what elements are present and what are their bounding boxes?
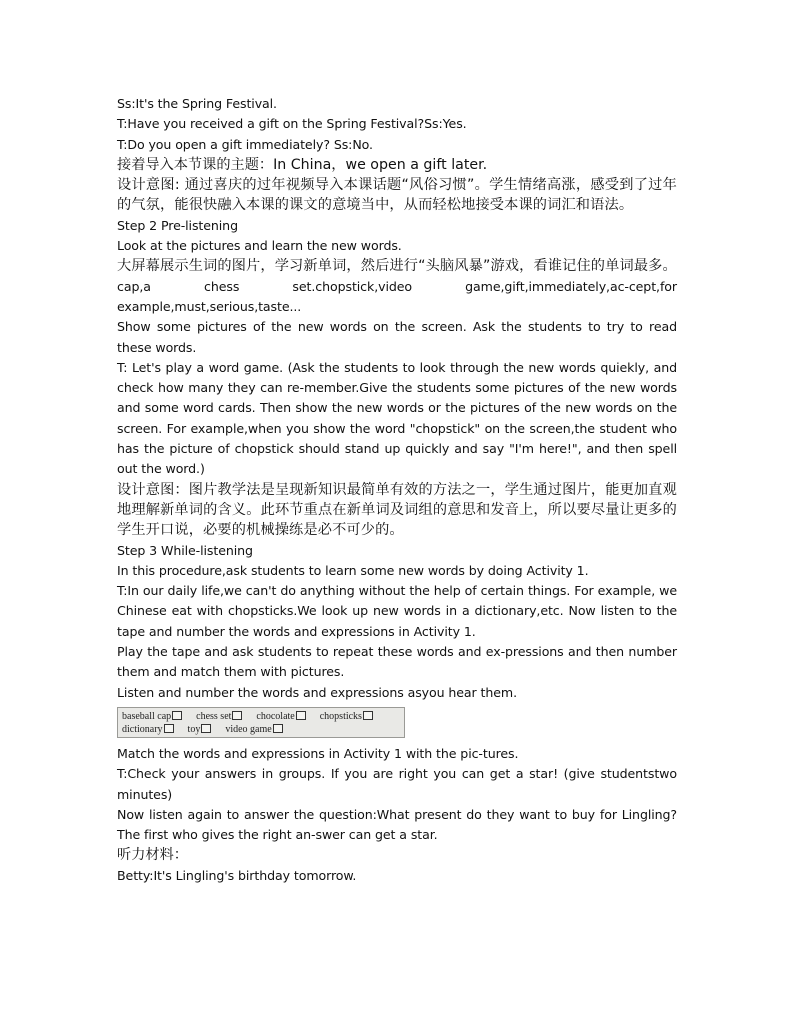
- new-words-line-2: example,must,serious,taste...: [117, 298, 302, 314]
- word-item: chocolate: [256, 710, 305, 723]
- dialogue-line-1: Ss:It's the Spring Festival.: [117, 96, 277, 111]
- dialogue-line-2: T:Have you received a gift on the Spring Festival?Ss:Yes.: [117, 116, 467, 132]
- checkbox-icon: [363, 711, 373, 720]
- new-words-part-d: game,gift,immediately,ac-cept,for: [465, 278, 677, 294]
- word-item: dictionary: [122, 723, 174, 736]
- checkbox-icon: [172, 711, 182, 720]
- word-item: baseball cap: [122, 710, 182, 723]
- step-3-heading: Step 3 While-listening: [117, 542, 253, 558]
- word-item: toy: [188, 723, 212, 736]
- brainstorm-instruction: 大屏幕展示生词的图片，学习新单词，然后进行“头脑风暴”游戏，看谁记住的单词最多。: [117, 258, 677, 275]
- new-words-part-c: set.chopstick,video: [292, 278, 412, 294]
- check-answers-paragraph: T:Check your answers in groups. If you are right you can get a star! (give studentstwo minutes): [117, 766, 677, 802]
- word-item: chess set: [196, 710, 242, 723]
- new-words-part-b: chess: [204, 278, 240, 294]
- procedure-line: In this procedure,ask students to learn some new words by doing Activity 1.: [117, 562, 589, 578]
- checkbox-icon: [201, 724, 211, 733]
- design-intent-1: 设计意图: 通过喜庆的过年视频导入本课话题“风俗习惯”。学生情绪高涨，感受到了过年的气氛，能很快融入本课的课文的意境当中，从而轻松地接受本课的词汇和语法。: [117, 177, 677, 214]
- dialogue-line-3: T:Do you open a gift immediately? Ss:No.: [117, 136, 373, 152]
- listen-number-line: Listen and number the words and expressions asyou hear them.: [117, 684, 517, 700]
- daily-life-paragraph: T:In our daily life,we can't do anything without the help of certain things. For example, we Chinese eat with chopsticks.We look up new words in a dictionary,etc. Now listen to the tape and number the words and expressions in Activity 1.: [117, 583, 677, 639]
- topic-intro: 接着导入本节课的主题：In China，we open a gift later.: [117, 156, 488, 173]
- word-box-row-2: [122, 723, 400, 736]
- step-2-heading: Step 2 Pre-listening: [117, 217, 238, 233]
- betty-line: Betty:It's Lingling's birthday tomorrow.: [117, 867, 357, 883]
- play-tape-paragraph: Play the tape and ask students to repeat these words and ex-pressions and then number them and match them with pictures.: [117, 644, 677, 680]
- word-box-row-1: [122, 710, 400, 723]
- word-game-paragraph: T: Let's play a word game. (Ask the students to look through the new words quiekly, and check how many they can re-member.Give the students some pictures of the new words and some word cards. Then show the new words or the pictures of the new words on the screen. For example,when you show the word "chopstick" on the screen,the student who has the picture of chopstick should stand up quickly and say "I'm here!", and then spell out the word.): [117, 359, 677, 477]
- match-line: Match the words and expressions in Activity 1 with the pic-tures.: [117, 745, 519, 761]
- show-pictures-paragraph: Show some pictures of the new words on the screen. Ask the students to try to read these words.: [117, 319, 677, 355]
- document-page: [117, 94, 677, 886]
- checkbox-icon: [164, 724, 174, 733]
- checkbox-icon: [273, 724, 283, 733]
- design-intent-2: 设计意图：图片教学法是呈现新知识最简单有效的方法之一，学生通过图片，能更加直观地理解新单词的含义。此环节重点在新单词及词组的意思和发音上，所以要尽量让更多的学生开口说，必要的机械操练是必不可少的。: [117, 481, 677, 539]
- checkbox-icon: [296, 711, 306, 720]
- new-words-part-a: cap,a: [117, 278, 151, 294]
- word-item: chopsticks: [320, 710, 373, 723]
- checkbox-icon: [232, 711, 242, 720]
- activity-1-word-box: [117, 707, 405, 738]
- word-item: video game: [225, 723, 282, 736]
- look-instruction: Look at the pictures and learn the new words.: [117, 238, 402, 254]
- listen-again-paragraph: Now listen again to answer the question:What present do they want to buy for Lingling? The first who gives the right an-swer can get a star.: [117, 806, 677, 843]
- new-words-line: [117, 277, 677, 297]
- listening-material-heading: 听力材料：: [117, 847, 188, 864]
